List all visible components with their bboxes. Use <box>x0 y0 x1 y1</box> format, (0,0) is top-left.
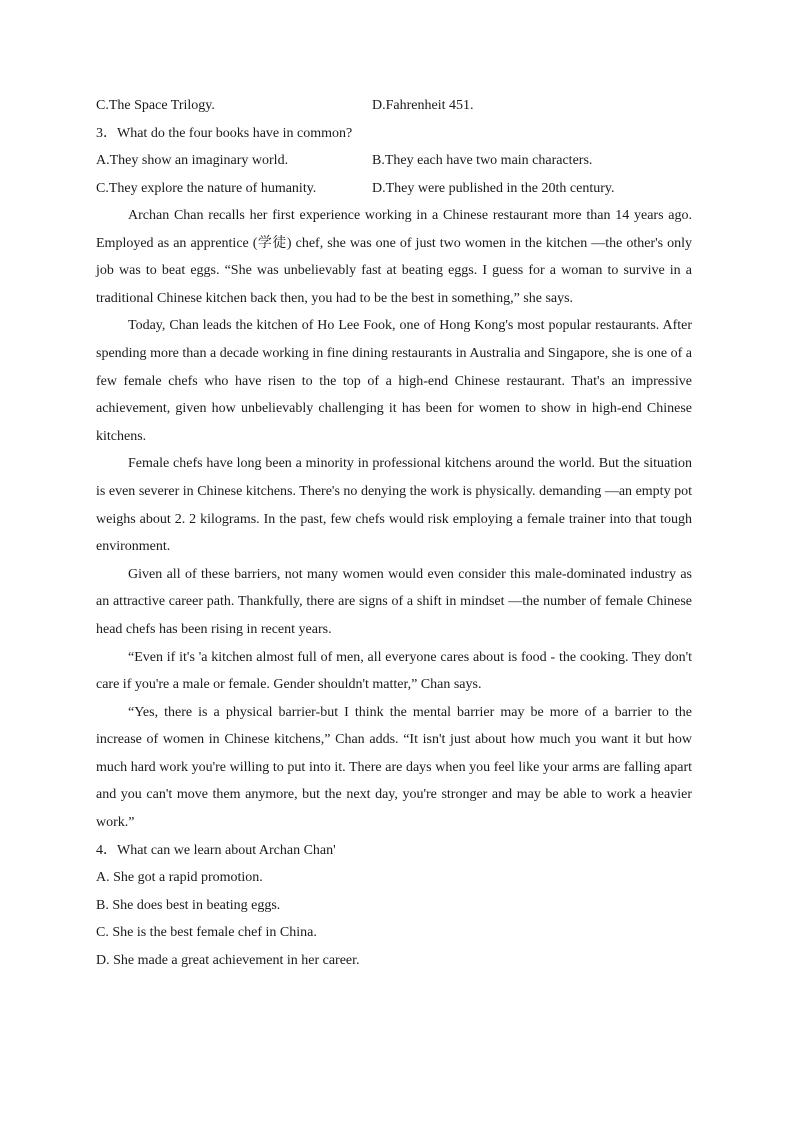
q2-options-row <box>96 92 692 120</box>
q2-option-c: C.The Space Trilogy. <box>96 98 215 113</box>
q3-options-row-1 <box>96 147 692 175</box>
q3-question: 3．What do the four books have in common? <box>96 125 353 141</box>
q4-option-d: D. She made a great achievement in her career. <box>96 952 360 968</box>
q3-options-row-2 <box>96 175 692 203</box>
q3-option-d: D.They were published in the 20th century. <box>372 180 615 196</box>
passage-paragraph: Archan Chan recalls her first experience working in a Chinese restaurant more than 14 years ago. Employed as an apprentice (学徒) chef, she was one of just two women in the kitchen —the other's only job was to beat eggs. “She was unbelievably fast at beating eggs. I guess for a woman to survive in a traditional Chinese kitchen back then, you had to be the best in something,” she says. <box>96 208 692 306</box>
passage-paragraph: Today, Chan leads the kitchen of Ho Lee Fook, one of Hong Kong's most popular restaurants. After spending more than a decade working in fine dining restaurants in Australia and Singapore, she is one of a few female chefs who have risen to the top of a high-end Chinese restaurant. That's an impressive achievement, given how unbelievably challenging it has been for women to show in high-end Chinese kitchens. <box>96 318 692 444</box>
passage-paragraph: Female chefs have long been a minority in professional kitchens around the world. But the situation is even severer in Chinese kitchens. There's no denying the work is physically. demanding —an empty pot weighs about 2. 2 kilograms. In the past, few chefs would risk employing a female trainer into that tough environment. <box>96 456 692 555</box>
q4-option-a: A. She got a rapid promotion. <box>96 870 263 886</box>
passage-paragraph: “Yes, there is a physical barrier-but I think the mental barrier may be more of a barrier to the increase of women in Chinese kitchens,” Chan adds. “It isn't just about how much you want it but how much hard work you're willing to put into it. There are days when you feel like your arms are falling apart and you can't move them anymore, but the next day, you're stronger and may be able to work a heavier work.” <box>96 704 692 831</box>
q4-option-b: B. She does best in beating eggs. <box>96 897 281 913</box>
q3-option-a: A.They show an imaginary world. <box>96 153 289 168</box>
passage-paragraph: “Even if it's 'a kitchen almost full of men, all everyone cares about is food - the cooking. They don't care if you're a male or female. Gender shouldn't matter,” Chan says. <box>96 649 692 693</box>
q3-option-c: C.They explore the nature of humanity. <box>96 180 317 196</box>
q4-question: 4．What can we learn about Archan Chan' <box>96 842 336 858</box>
exam-page <box>96 92 692 974</box>
passage-paragraph: Given all of these barriers, not many women would even consider this male-dominated industry as an attractive career path. Thankfully, there are signs of a shift in mindset —the number of female Chinese head chefs has been rising in recent years. <box>96 566 692 637</box>
q2-option-d: D.Fahrenheit 451. <box>372 98 474 113</box>
reading-passage <box>96 202 692 837</box>
q4-option-c: C. She is the best female chef in China. <box>96 925 317 941</box>
q3-option-b: B.They each have two main characters. <box>372 153 593 168</box>
